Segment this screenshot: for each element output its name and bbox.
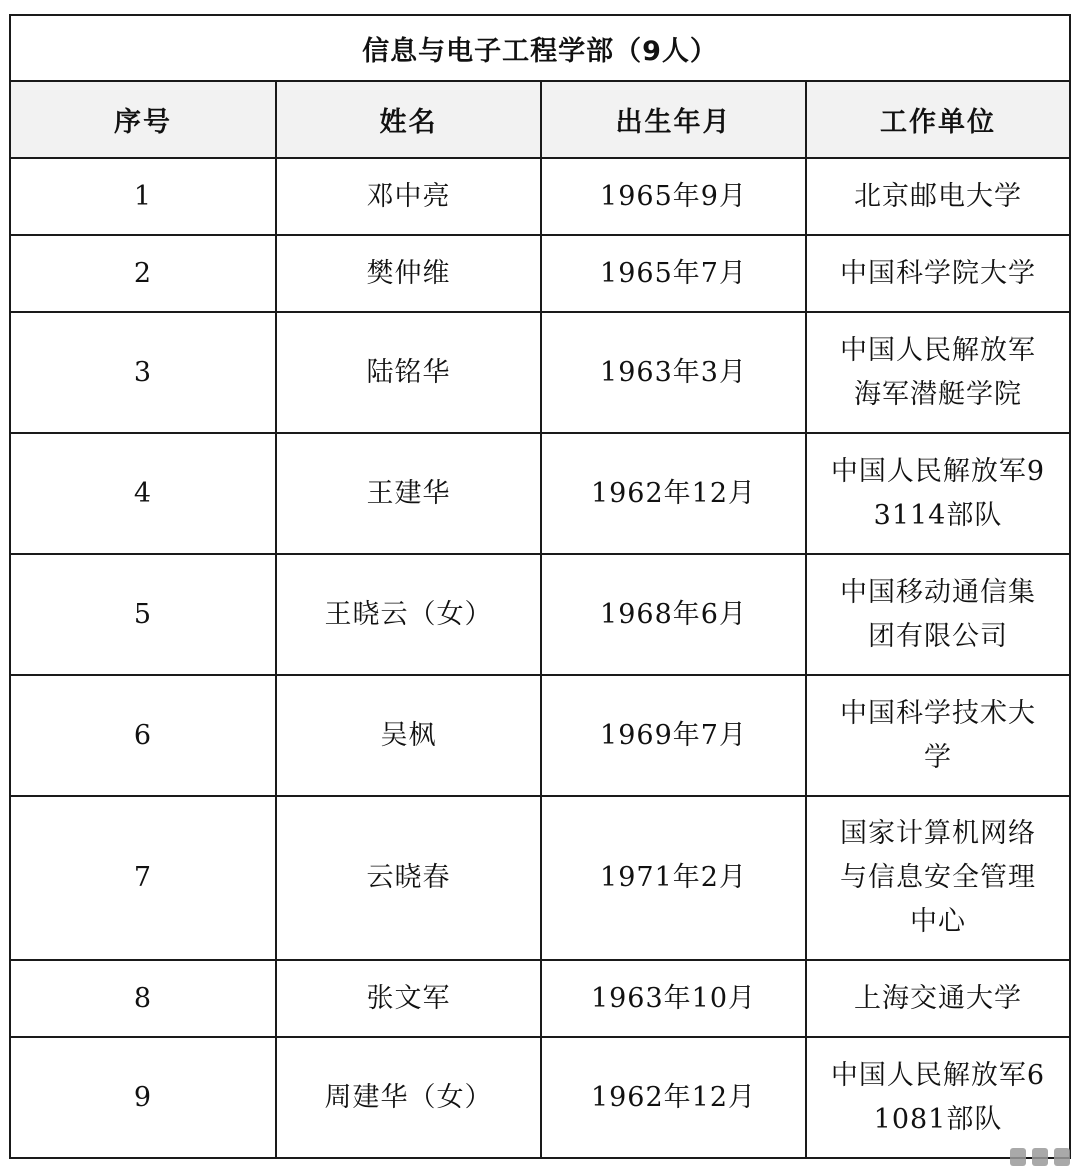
- cell-birth: 1969年7月: [541, 675, 806, 796]
- cell-birth: 1962年12月: [541, 433, 806, 554]
- cell-unit: [806, 1037, 1069, 1157]
- header-unit: 工作单位: [806, 82, 1069, 158]
- watermark-block-icon: [1054, 1148, 1070, 1166]
- cell-name: 周建华（女）: [276, 1037, 541, 1157]
- cell-birth: 1965年7月: [541, 235, 806, 312]
- cell-unit: [806, 235, 1069, 312]
- cell-unit: [806, 960, 1069, 1037]
- cell-unit: [806, 675, 1069, 796]
- unit-text: 中国移动通信集团有限公司: [840, 576, 1036, 652]
- cell-name: 邓中亮: [276, 158, 541, 235]
- header-index: 序号: [11, 82, 276, 158]
- table-row: [11, 675, 1069, 796]
- cell-name: 云晓春: [276, 796, 541, 960]
- unit-text: 中国人民解放军93114部队: [830, 455, 1046, 531]
- cell-index: 6: [11, 675, 276, 796]
- table-row: [11, 433, 1069, 554]
- unit-text: 北京邮电大学: [854, 180, 1022, 212]
- unit-text: 中国人民解放军海军潜艇学院: [840, 334, 1036, 410]
- table-row: [11, 1037, 1069, 1157]
- cell-birth: 1963年10月: [541, 960, 806, 1037]
- cell-name: 樊仲维: [276, 235, 541, 312]
- watermark-icon: [1010, 1148, 1070, 1166]
- table-title: 信息与电子工程学部（9人）: [11, 16, 1069, 82]
- cell-index: 5: [11, 554, 276, 675]
- cell-unit: [806, 433, 1069, 554]
- cell-index: 7: [11, 796, 276, 960]
- cell-index: 4: [11, 433, 276, 554]
- unit-text: 中国科学技术大学: [840, 697, 1036, 773]
- table-row: [11, 235, 1069, 312]
- cell-birth: 1968年6月: [541, 554, 806, 675]
- cell-unit: [806, 554, 1069, 675]
- cell-birth: 1971年2月: [541, 796, 806, 960]
- cell-index: 8: [11, 960, 276, 1037]
- table-row: [11, 312, 1069, 433]
- table-row: [11, 796, 1069, 960]
- cell-birth: 1962年12月: [541, 1037, 806, 1157]
- cell-name: 吴枫: [276, 675, 541, 796]
- unit-text: 中国科学院大学: [840, 257, 1036, 289]
- unit-text: 上海交通大学: [854, 982, 1022, 1014]
- cell-index: 3: [11, 312, 276, 433]
- cell-index: 9: [11, 1037, 276, 1157]
- cell-name: 王晓云（女）: [276, 554, 541, 675]
- cell-unit: [806, 158, 1069, 235]
- table-row: [11, 158, 1069, 235]
- member-list-table: [9, 14, 1071, 1159]
- header-row: [11, 82, 1069, 158]
- cell-name: 王建华: [276, 433, 541, 554]
- cell-birth: 1965年9月: [541, 158, 806, 235]
- watermark-block-icon: [1032, 1148, 1048, 1166]
- cell-name: 张文军: [276, 960, 541, 1037]
- header-birth: 出生年月: [541, 82, 806, 158]
- unit-text: 国家计算机网络与信息安全管理中心: [840, 818, 1036, 937]
- cell-birth: 1963年3月: [541, 312, 806, 433]
- watermark-block-icon: [1010, 1148, 1026, 1166]
- cell-name: 陆铭华: [276, 312, 541, 433]
- table-row: [11, 554, 1069, 675]
- table-row: [11, 960, 1069, 1037]
- members-table: [11, 82, 1069, 1157]
- cell-unit: [806, 796, 1069, 960]
- cell-index: 2: [11, 235, 276, 312]
- cell-unit: [806, 312, 1069, 433]
- header-name: 姓名: [276, 82, 541, 158]
- unit-text: 中国人民解放军61081部队: [830, 1059, 1046, 1135]
- cell-index: 1: [11, 158, 276, 235]
